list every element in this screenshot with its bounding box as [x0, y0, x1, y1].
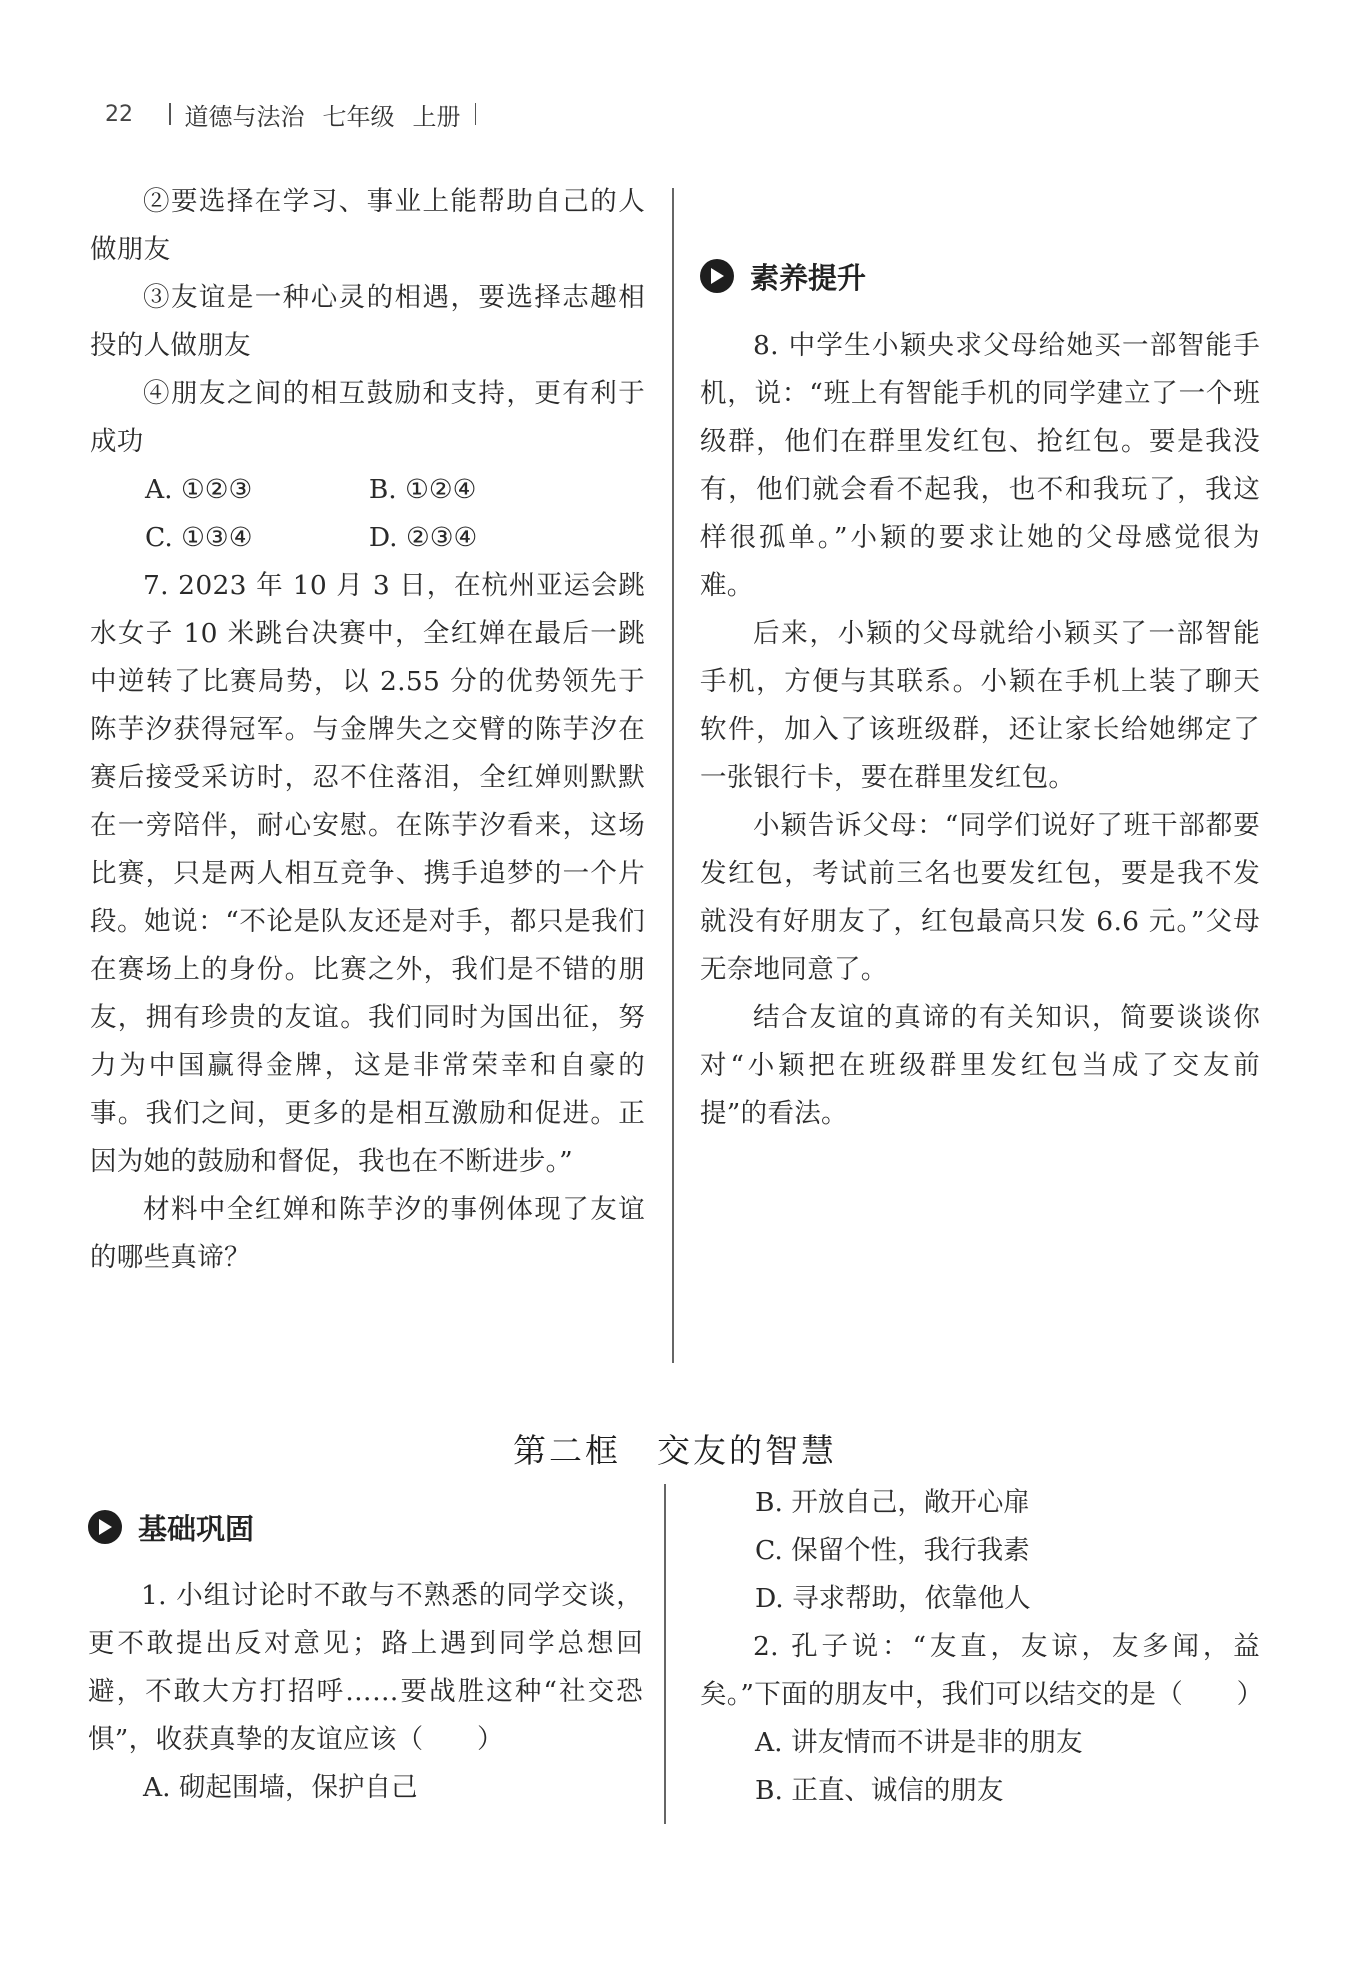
section-title: 基础巩固	[138, 1511, 255, 1546]
page-header	[105, 96, 490, 132]
q2-choice-b: B. 正直、诚信的朋友	[755, 1775, 1004, 1806]
book-title: 道德与法治	[184, 102, 305, 131]
q2-choice-a: A. 讲友情而不讲是非的朋友	[755, 1727, 1083, 1758]
page-number: 22	[105, 101, 133, 127]
question-7-prompt: 材料中全红婵和陈芋汐的事例体现了友谊的哪些真谛？	[90, 1194, 645, 1273]
choice-b: B. ①②④	[368, 474, 477, 505]
choice-d: D. ②③④	[368, 522, 478, 553]
option-4-statement: ④朋友之间的相互鼓励和支持，更有利于成功	[90, 378, 645, 457]
question-1-stem: 1. 小组讨论时不敢与不熟悉的同学交谈，更不敢提出反对意见；路上遇到同学总想回避，不敢大方打招呼……要战胜这种“社交恐惧”，收获真挚的友谊应该（ ）	[88, 1580, 643, 1755]
q1-choice-b: B. 开放自己，敞开心扉	[755, 1487, 1030, 1518]
option-2-statement: ②要选择在学习、事业上能帮助自己的人做朋友	[90, 186, 645, 265]
question-8-prompt: 结合友谊的真谛的有关知识，简要谈谈你对“小颖把在班级群里发红包当成了交友前提”的看法。	[700, 1002, 1260, 1129]
right-column-bottom	[700, 1479, 1264, 1815]
left-column-top	[90, 178, 645, 1282]
volume-label: 上册	[412, 102, 461, 131]
right-column-top	[700, 322, 1260, 1138]
question-8-paragraph: 小颖告诉父母：“同学们说好了班干部都要发红包，考试前三名也要发红包，要是我不发就没有好朋友了，红包最高只发 6.6 元。”父母无奈地同意了。	[700, 810, 1260, 985]
q1-choice-d: D. 寻求帮助，依靠他人	[755, 1583, 1031, 1614]
section-heading-literacy	[700, 252, 866, 300]
section-heading-basics	[88, 1503, 254, 1551]
grade-label: 七年级	[322, 102, 395, 131]
play-bullet-icon	[88, 1510, 122, 1544]
question-8-paragraph: 后来，小颖的父母就给小颖买了一部智能手机，方便与其联系。小颖在手机上装了聊天软件，加入了该班级群，还让家长给她绑定了一张银行卡，要在群里发红包。	[700, 618, 1260, 793]
choice-row	[90, 514, 645, 562]
column-divider	[672, 188, 674, 1363]
q1-choice-c: C. 保留个性，我行我素	[755, 1535, 1030, 1566]
left-column-bottom	[88, 1572, 643, 1812]
question-7-material: 7. 2023 年 10 月 3 日，在杭州亚运会跳水女子 10 米跳台决赛中，全红婵在最后一跳中逆转了比赛局势，以 2.55 分的优势领先于陈芋汐获得冠军。与金牌失之交臂的陈芋汐在赛后接受采访时，忍不住落泪，全红婵则默默在一旁陪伴，耐心安慰。在陈芋汐看来，这场比赛，只是两人相互竞争、携手追梦的一个片段。她说：“不论是队友还是对手，都只是我们在赛场上的身份。比赛之外，我们是不错的朋友，拥有珍贵的友谊。我们同时为国出征，努力为中国赢得金牌，这是非常荣幸和自豪的事。我们之间，更多的是相互激励和促进。正因为她的鼓励和督促，我也在不断进步。”	[90, 570, 645, 1177]
header-divider	[169, 103, 171, 125]
frame-title: 第二框 交友的智慧	[513, 1431, 837, 1470]
q1-choice-a: A. 砌起围墙，保护自己	[143, 1772, 418, 1803]
column-divider	[664, 1484, 666, 1824]
choice-c: C. ①③④	[145, 522, 253, 553]
choice-row	[90, 466, 645, 514]
play-bullet-icon	[700, 259, 734, 293]
option-3-statement: ③友谊是一种心灵的相遇，要选择志趣相投的人做朋友	[90, 282, 645, 361]
question-2-stem: 2. 孔子说：“友直，友谅，友多闻，益矣。”下面的朋友中，我们可以结交的是（ ）	[700, 1631, 1264, 1710]
question-8-paragraph: 8. 中学生小颖央求父母给她买一部智能手机，说：“班上有智能手机的同学建立了一个班级群，他们在群里发红包、抢红包。要是我没有，他们就会看不起我，也不和我玩了，我这样很孤单。”小颖的要求让她的父母感觉很为难。	[700, 330, 1260, 601]
choice-a: A. ①②③	[145, 474, 253, 505]
header-divider	[475, 103, 477, 125]
section-title: 素养提升	[750, 260, 867, 295]
